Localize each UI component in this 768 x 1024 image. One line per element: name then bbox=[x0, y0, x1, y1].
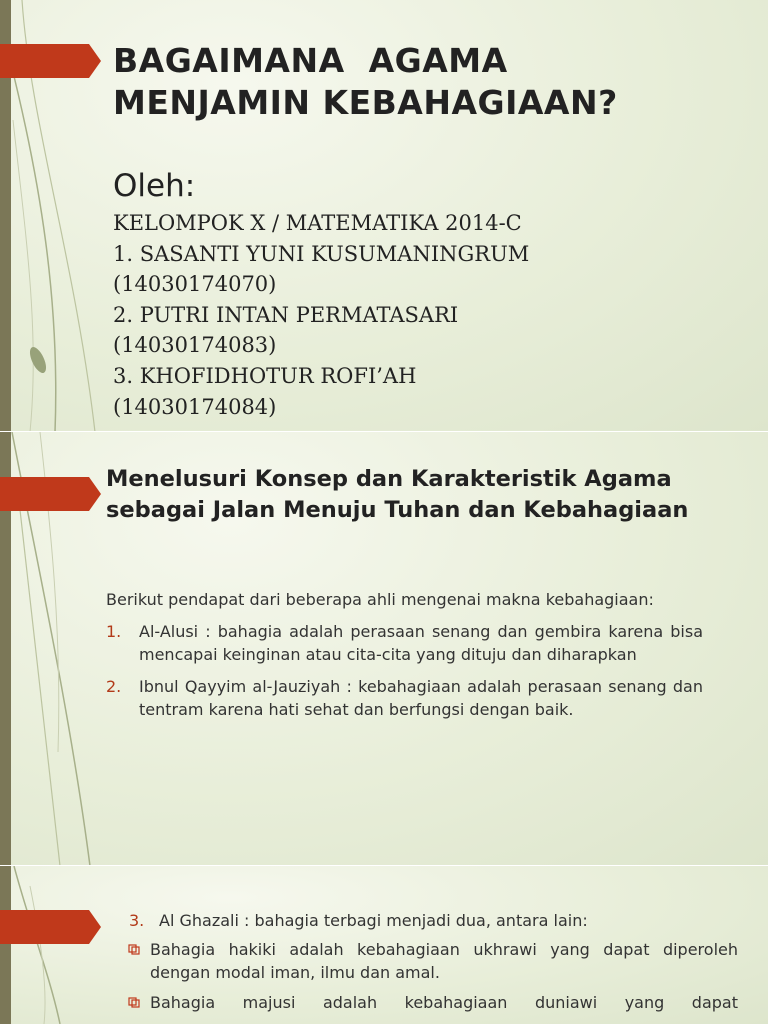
list-item bbox=[106, 675, 703, 722]
member-id: (14030174070) bbox=[113, 272, 277, 297]
item-number: 2. bbox=[106, 676, 122, 696]
slide-1-title bbox=[113, 40, 753, 124]
oleh-label: Oleh: bbox=[113, 168, 196, 204]
list-item bbox=[129, 909, 739, 933]
member-id: (14030174084) bbox=[113, 394, 277, 419]
intro-text: Berikut pendapat dari beberapa ahli mengenai makna kebahagiaan: bbox=[106, 590, 654, 609]
group-line: KELOMPOK X / MATEMATIKA 2014-C bbox=[113, 211, 522, 235]
title-line-1: BAGAIMANA AGAMA bbox=[113, 41, 508, 80]
decorative-curves-icon bbox=[0, 866, 140, 1024]
sub-item-text: Bahagia majusi adalah kebahagiaan duniawi yang dapat bbox=[150, 992, 738, 1012]
member-name: 2. PUTRI INTAN PERMATASARI bbox=[113, 302, 459, 327]
red-arrow-icon bbox=[0, 477, 101, 511]
member-name: 1. SASANTI YUNI KUSUMANINGRUM bbox=[113, 241, 530, 266]
slide-2-title: Menelusuri Konsep dan Karakteristik Agama sebagai Jalan Menuju Tuhan dan Kebahagiaan bbox=[106, 466, 689, 523]
title-line-2: MENJAMIN KEBAHAGIAAN? bbox=[113, 83, 618, 122]
slide-2-body bbox=[106, 588, 703, 722]
item-number: 3. bbox=[129, 911, 145, 930]
sub-list-item bbox=[128, 938, 738, 985]
red-arrow-icon bbox=[0, 44, 101, 78]
item-text: Al Ghazali : bahagia terbagi menjadi dua, antara lain: bbox=[159, 911, 588, 930]
sub-item-text: Bahagia hakiki adalah kebahagiaan ukhrawi yang dapat diperoleh dengan modal iman, ilmu dan amal. bbox=[150, 939, 738, 982]
list-item bbox=[106, 620, 703, 667]
item-text: Ibnul Qayyim al-Jauziyah : kebahagiaan adalah perasaan senang dan tentram karena hati sehat dan berfungsi dengan baik. bbox=[139, 676, 703, 719]
slide-3-body bbox=[129, 909, 739, 1014]
member-list bbox=[113, 208, 753, 422]
hollow-square-bullet-icon bbox=[128, 944, 140, 955]
item-number: 1. bbox=[106, 621, 122, 641]
item-text: Al-Alusi : bahagia adalah perasaan senang dan gembira karena bisa mencapai keinginan atau cita-cita yang dituju dan diharapkan bbox=[139, 621, 703, 664]
red-arrow-icon bbox=[0, 910, 101, 944]
slide-1 bbox=[0, 0, 768, 432]
hollow-square-bullet-icon bbox=[128, 997, 140, 1008]
sub-list-item bbox=[128, 991, 738, 1015]
member-name: 3. KHOFIDHOTUR ROFI’AH bbox=[113, 363, 417, 388]
member-id: (14030174083) bbox=[113, 333, 277, 358]
